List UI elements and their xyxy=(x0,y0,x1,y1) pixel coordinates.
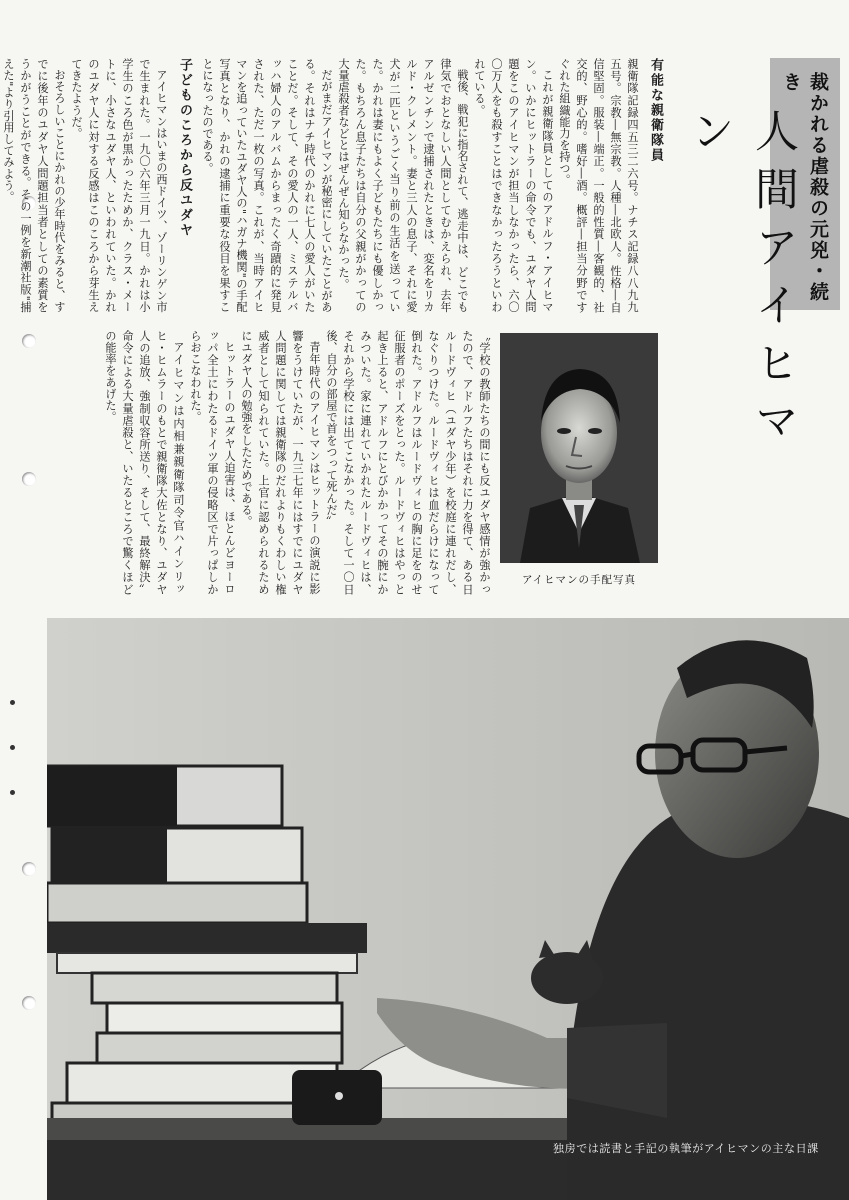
paragraph: アイヒマンはいまの西ドイツ、ゾーリンゲン市で生まれた。一九〇六年三月一九日。かれは小学生のころ色が黒かったためか、クラス・メートに、小さなユダヤ人、といわれていた。かれのユダヤ人に対する反感はこのころから芽生えてきたようだ。 xyxy=(70,58,168,313)
paragraph: だがまだアイヒマンが秘密にしていたことがある。それはナチ時代のかれに七人の愛人がいたことだ。そして、その愛人の一人、ミステルバッハ婦人のアルバムからまったく奇蹟的に発見された、ただ一枚の写真。これが、当時アイヒマンを追っていたユダヤ人の"ハガナ機関"の手配写真となり、かれの逮捕に重要な役目を果すことになったのである。 xyxy=(201,58,333,313)
paragraph: 親衛隊記録四五三二六号。ナチス記録八八九九五号。宗教―無宗教。人種―北欧人。性格―自信堅固。服装―端正。一般的性質―客観的、社交的、野心的。嗜好―酒。概評―担当分野ですぐれた組織能力を持つ。 xyxy=(558,58,639,313)
edge-dot xyxy=(10,745,15,750)
binder-hole xyxy=(22,334,36,348)
paragraph: 戦後、戦犯に指名されて、逃走中は、どこでも律気でおとなしい人間としてむかえられ、去年アルゼンチンで逮捕されたときは、変名をリカルド・クレメント。妻と三人の息子、それに愛犬が二匹というごく当り前の生活を送っていた。かれは妻にもよく子どもたちにも優しかった。もちろん息子たちは自分の父親がかっての大量虐殺者などとはぜんぜん知らなかった。 xyxy=(337,58,469,313)
portrait-caption: アイヒマンの手配写真 xyxy=(521,574,637,586)
article-block-lower xyxy=(70,330,493,595)
section-heading-capable: 有能な親衛隊員 xyxy=(648,58,663,163)
edge-dot xyxy=(10,790,15,795)
paragraph: おそろしいことにかれの少年時代をみると、すでに後年のユダヤ人問題担当者としての素質をうかがうことができる。その一例を新潮社版"捕えた"より引用してみよう。 xyxy=(2,58,66,313)
article-block-top xyxy=(2,58,670,313)
page-title: 人間アイヒマン xyxy=(683,108,798,456)
paragraph: ヒットラーのユダヤ人迫害は、ほとんどヨーロッパ全土にわたるドイツ軍の侵略区で片っぱしからおこなわれた。 xyxy=(189,330,236,595)
series-label: 裁かれる虐殺の元兇・続き xyxy=(780,72,829,303)
section-heading-childhood: 子どものころから反ユダヤ xyxy=(177,58,192,238)
binder-hole xyxy=(22,862,36,876)
edge-dot xyxy=(10,700,15,705)
portrait-photo xyxy=(500,333,658,563)
paragraph: アイヒマンは内相兼親衛隊司令官ハインリッヒ・ヒムラーのもとで親衛隊大佐となり、ユダヤ人の追放、強制収容所送り、そして、最終解決〟命令による大量虐殺と、いたるところで驚くほどの能率をあげた。 xyxy=(104,330,185,595)
binder-hole xyxy=(22,996,36,1010)
binder-hole xyxy=(22,472,36,486)
paragraph: これが親衛隊員としてのアドルフ・アイヒマン。いかにヒットラーの命令でも、ユダヤ人問題をこのアイヒマンが担当しなかったら、六〇〇万人をも殺すことはできなかったろうといわれている。 xyxy=(473,58,554,313)
paragraph: 青年時代のアイヒマンはヒットラーの演説に影響をうけていたが、一九三七年にはすでにユダヤ人問題に関しては親衛隊のだれよりもくわしい権威者として知られていた。上官に認められるためにユダヤ人の勉強をしたためである。 xyxy=(240,330,321,595)
paragraph: 〝学校の教師たちの間にも反ユダヤ感情が強かったので、アドルフたちはそれに力を得て、ある日ルードヴィヒ（ユダヤ少年）を校庭に連れだし、なぐりつけた。ルードヴィヒは血だらけになって倒れた。アドルフはルードヴィヒの胸に足をのせ征服者のポーズをとった。ルードヴィヒはやっと起き上ると、アドルフにとびかかってその腕にかみついた。家に連れていかれたルードヴィヒは、それから学校には出てこなかった。そして一〇日後、自分の部屋で首をつって死んだ〟 xyxy=(325,330,491,595)
main-photo xyxy=(47,618,849,1200)
main-photo-caption: 独房では読書と手記の執筆がアイヒマンの主な日課 xyxy=(553,1142,819,1155)
